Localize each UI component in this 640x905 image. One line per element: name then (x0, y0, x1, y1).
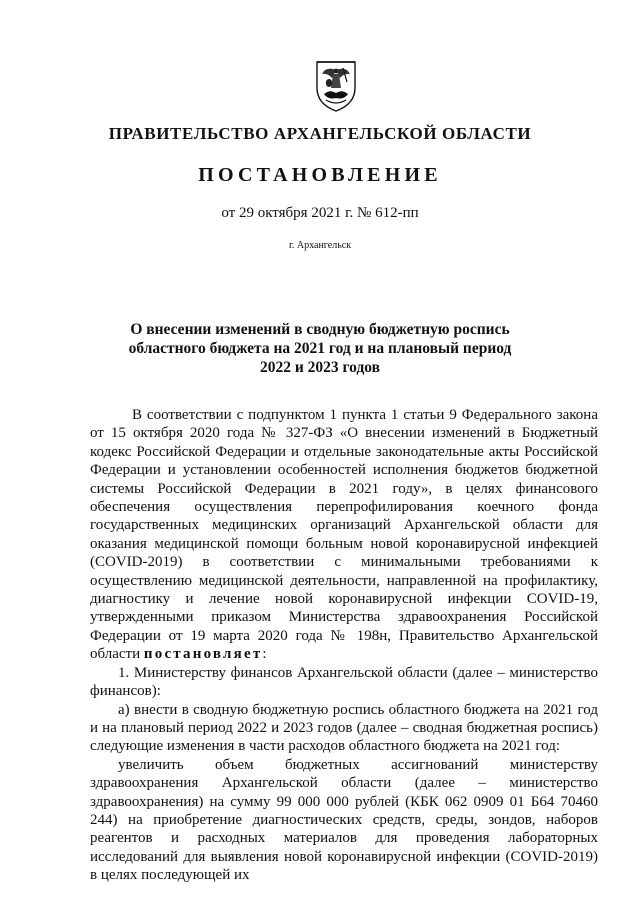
government-name: ПРАВИТЕЛЬСТВО АРХАНГЕЛЬСКОЙ ОБЛАСТИ (108, 124, 532, 143)
document-city: г. Архангельск (288, 240, 352, 251)
preamble-paragraph (90, 406, 598, 664)
subject-line: 2022 и 2023 годов (259, 359, 381, 376)
decree-word: постановляет (143, 646, 263, 663)
document-subject (120, 320, 520, 377)
item-1a-paragraph: а) внести в сводную бюджетную роспись областного бюджета на 2021 год и на плановый период 2022 и 2023 годов (далее – сводная бюджетная роспись) следующие изменения в части расходов областного бюджета на 2021 год: (90, 701, 598, 755)
preamble-text: В соответствии с подпунктом 1 пункта 1 статьи 9 Федерального закона от 15 октября 2020 года № 327-ФЗ «О внесении изменений в Бюджетный кодекс Российской Федерации и отдельные законодательные акты Российской Федерации и установлении особенностей исполнения бюджетов бюджетной системы Российской Федерации в 2021 году», в целях финансового обеспечения осуществления перепрофилирования коечного фонда государственных медицинских организаций Архангельской области для оказания медицинской помощи больным новой коронавирусной инфекцией (COVID-2019) в соответствии с минимальными требованиями к осуществлению медицинской деятельности, направленной на профилактику, диагностику и лечение новой коронавирусной инфекции COVID-19, утвержденными приказом Министерства здравоохранения Российской Федерации от 19 марта 2020 года № 198н, Правительство Архангельской области (90, 407, 598, 663)
subject-line: областного бюджета на 2021 год и на плановый период (128, 340, 512, 357)
coat-of-arms-icon (314, 58, 358, 114)
subject-line: О внесении изменений в сводную бюджетную роспись (130, 321, 510, 338)
decree-colon: : (262, 646, 267, 663)
document-body (90, 406, 598, 885)
document-type: ПОСТАНОВЛЕНИЕ (198, 164, 442, 186)
item-1a-detail-paragraph: увеличить объем бюджетных ассигнований министерству здравоохранения Архангельской области (далее – министерство здравоохранения) на сумму 99 000 000 рублей (КБК 062 0909 01 Б64 70460 244) на приобретение диагностических средств, среды, зондов, наборов реагентов и расходных материалов для проведения лабораторных исследований для выявления новой коронавирусной инфекции (COVID-2019) в целях последующей их (90, 756, 598, 884)
item-1-paragraph: 1. Министерству финансов Архангельской области (далее – министерство финансов): (90, 664, 598, 700)
document-date-number: от 29 октября 2021 г. № 612-пп (221, 205, 419, 221)
